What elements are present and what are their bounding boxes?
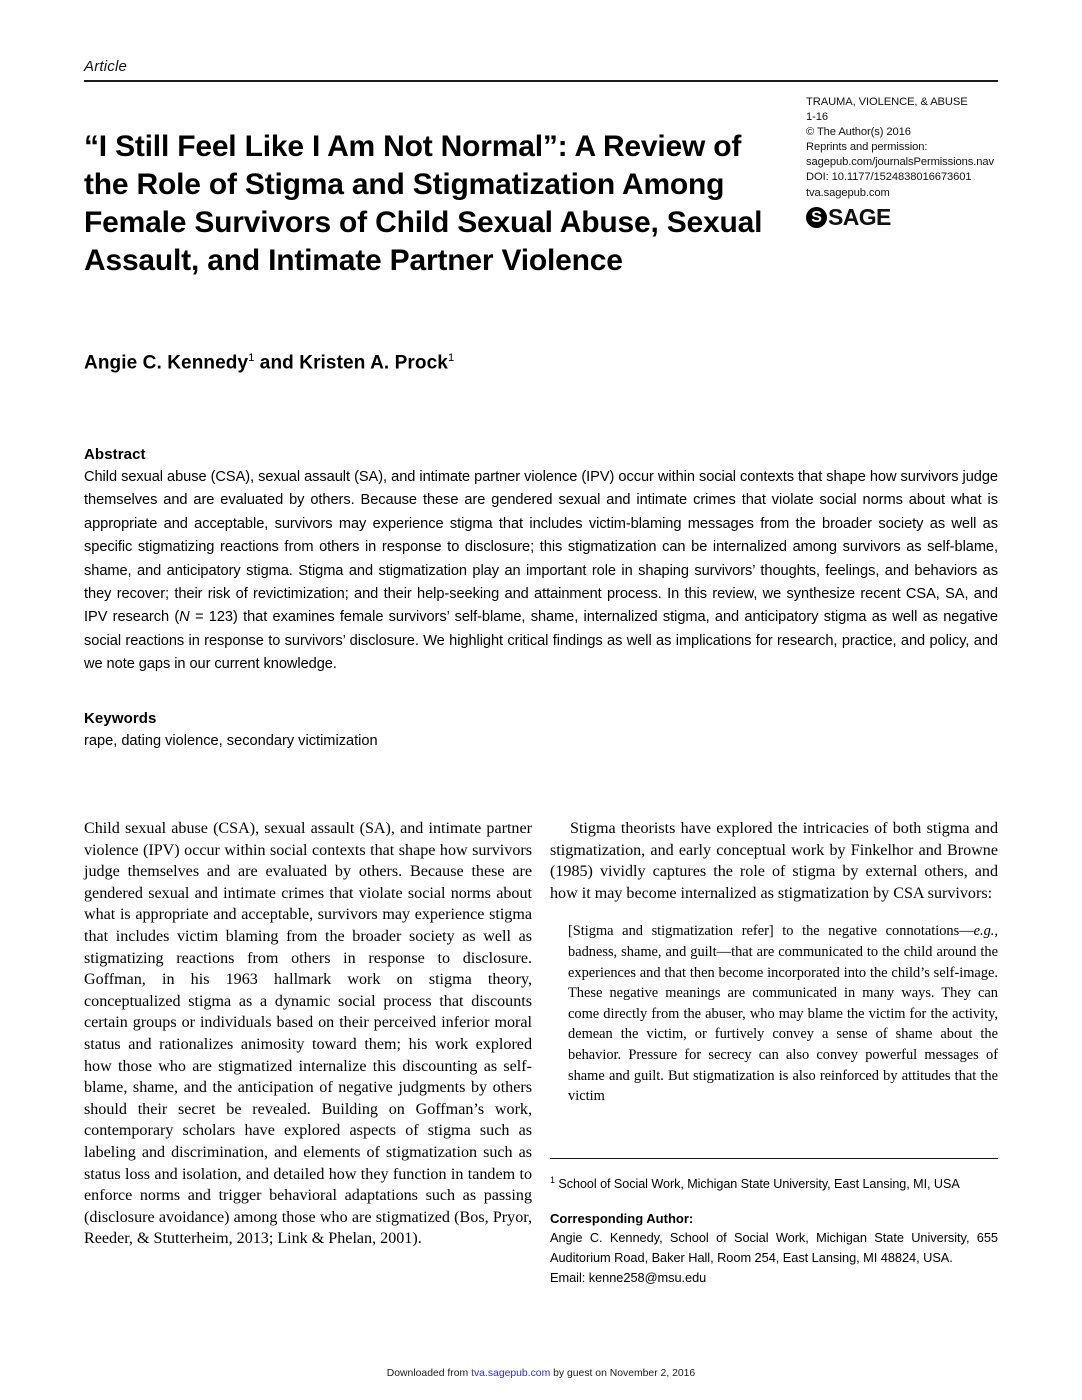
sage-wordmark: SAGE [828, 203, 891, 230]
abstract-section [84, 446, 998, 677]
download-suffix: by guest on November 2, 2016 [550, 1368, 696, 1379]
journal-metadata-block [806, 95, 1006, 228]
download-prefix: Downloaded from [386, 1368, 472, 1379]
download-source-link[interactable]: tva.sagepub.com [471, 1368, 551, 1379]
corresponding-author-heading: Corresponding Author: [550, 1211, 694, 1227]
doi-line[interactable]: DOI: 10.1177/1524838016673601 [806, 171, 972, 184]
body-paragraph: Stigma theorists have explored the intricacies of both stigma and stigmatization, and early conceptual work by Finkelhor and Browne (1985) vividly captures the role of stigma by external others, and how it may become internalized as stigmatization by CSA survivors: [550, 820, 998, 902]
keywords-section [84, 710, 998, 752]
download-footer [0, 1368, 1082, 1379]
abstract-heading: Abstract [84, 446, 146, 463]
reprints-url[interactable]: sagepub.com/journalsPermissions.nav [806, 156, 995, 169]
body-paragraph: Child sexual abuse (CSA), sexual assault (SA), and intimate partner violence (IPV) occur within social contexts that shape how survivors judge themselves and are evaluated by others. Because these are gendered sexual and intimate crimes that violate social norms about what is appropriate and acceptable, survivors may experience stigma that includes victim blaming from the broader society as well as stigmatizing reactions from others in response to disclosure. Goffman, in his 1963 hallmark work on stigma theory, conceptualized stigma as a dynamic social process that discounts certain groups or individuals based on their perceived inferior moral status and rationalizes animosity toward them; his work explored how those who are stigmatized internalize this discounting as self-blame, shame, and the anticipation of negative judgments by others should their secret be revealed. Building on Goffman’s work, contemporary scholars have explored aspects of stigma such as labeling and discrimination, and elements of stigmatization such as status loss and isolation, and detailed how they function in tandem to enforce norms and trigger behavioral adaptations such as passing (disclosure avoidance) among those who are stigmatized (Bos, Pryor, Reeder, & Stutterheim, 2013; Link & Phelan, 2001). [84, 820, 532, 1248]
journal-pages: 1-16 [806, 111, 828, 124]
running-head-rule [84, 80, 998, 82]
footnote-block [550, 1158, 998, 1287]
keywords-heading: Keywords [84, 710, 157, 727]
keywords-text: rape, dating violence, secondary victimization [84, 733, 378, 749]
article-title: “I Still Feel Like I Am Not Normal”: A Review of the Role of Stigma and Stigmatization Among Female Survivors of Child Sexual Abuse, Sexual Assault, and Intimate Partner Violence [84, 130, 763, 278]
copyright-line: © The Author(s) 2016 [806, 126, 911, 139]
running-head [84, 58, 998, 82]
sage-circle-icon: S [806, 207, 827, 228]
journal-name: TRAUMA, VIOLENCE, & ABUSE [806, 96, 968, 108]
affiliation-note: $^1$ School of Social Work, Michigan State University, East Lansing, MI, USA [550, 1175, 960, 1192]
reprints-label: Reprints and permission: [806, 141, 928, 154]
corresponding-author-email[interactable]: Email: kenne258@msu.edu [550, 1270, 707, 1285]
footnote-rule [550, 1158, 998, 1159]
body-column-right [550, 818, 998, 1107]
corresponding-author-address: Angie C. Kennedy, School of Social Work, Michigan State University, 655 Auditorium Road, Baker Hall, Room 254, East Lansing, MI 48824, USA. [550, 1230, 998, 1265]
author-list: Angie C. Kennedy$^1$ and Kristen A. Prock$^1$ [84, 352, 455, 374]
block-quote: [Stigma and stigmatization refer] to the negative connotations—e.g., badness, shame, and guilt—that are communicated to the child around the experiences and that then become incorporated into the child’s self-image. These negative meanings are communicated in many ways. They can come directly from the abuser, who may blame the victim for the activity, demean the victim, or furtively convey a sense of shame about the behavior. Pressure for secrecy can also convey powerful messages of shame and guilt. But stigmatization is also reinforced by attitudes that the victim [568, 923, 998, 1105]
body-column-left [84, 818, 532, 1250]
running-head-label: Article [84, 58, 128, 75]
sage-logo [806, 203, 1006, 230]
journal-url[interactable]: tva.sagepub.com [806, 186, 890, 199]
abstract-text: Child sexual abuse (CSA), sexual assault (SA), and intimate partner violence (IPV) occur within social contexts that shape how survivors judge themselves and are evaluated by others. Because these are gendered sexual and intimate crimes that violate social norms about what is appropriate and acceptable, survivors may experience stigma that includes victim-blaming messages from the broader society as well as specific stigmatizing reactions from others in response to disclosure; this stigmatization can be internalized among survivors as self-blame, shame, and anticipatory stigma. Stigma and stigmatization play an important role in shaping survivors’ thoughts, feelings, and behaviors as they recover; their risk of revictimization; and their help-seeking and attainment process. In this review, we synthesize recent CSA, SA, and IPV research (N = 123) that examines female survivors’ self-blame, shame, internalized stigma, and anticipatory stigma as well as negative social reactions in response to survivors’ disclosure. We highlight critical findings as well as implications for research, practice, and policy, and we note gaps in our current knowledge. [84, 469, 998, 673]
